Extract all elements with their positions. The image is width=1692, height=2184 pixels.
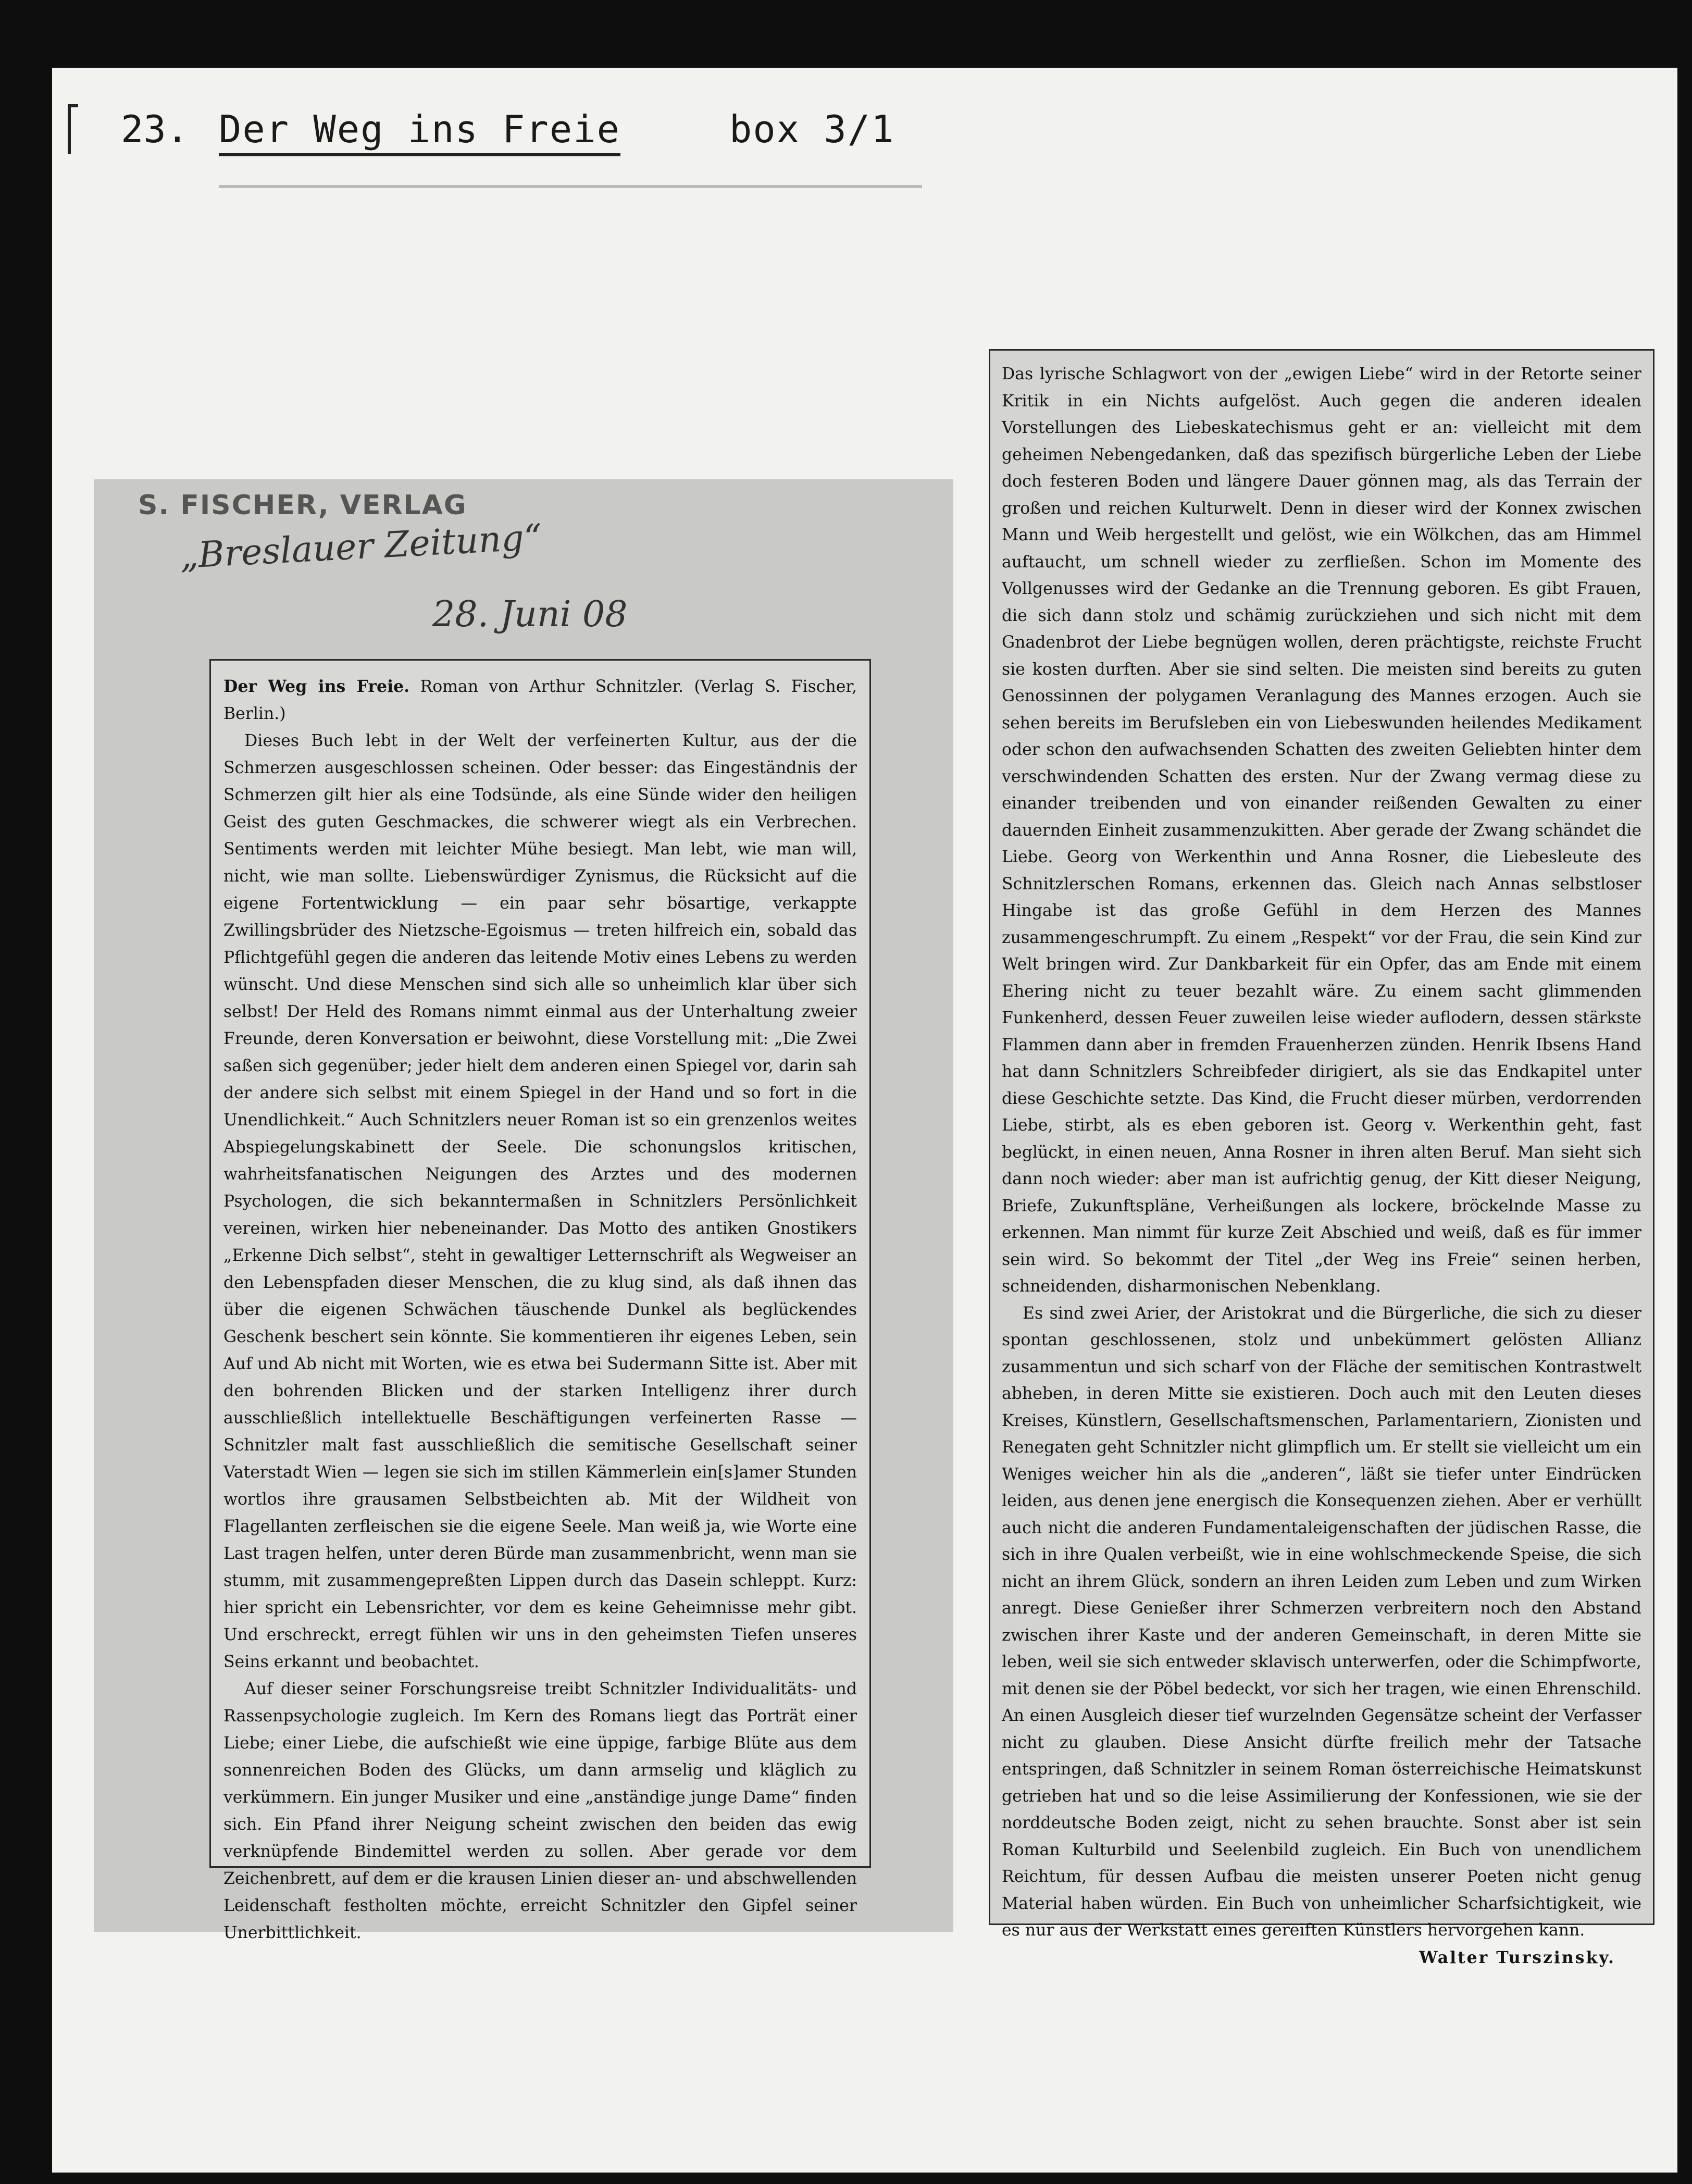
header-rule	[219, 185, 922, 188]
clipping-right-text	[1002, 361, 1641, 1971]
newspaper-clipping-right	[989, 349, 1654, 1967]
publisher-stamp: S. FISCHER, VERLAG	[138, 490, 467, 521]
clipping-left-text	[223, 673, 857, 1946]
paragraph: Das lyrische Schlagwort von der „ewigen Liebe“ wird in der Retorte seiner Kritik in ein Nichts aufgelöst. Auch gegen die anderen idealen Vorstellungen des Liebeskatechismus geht er an: vielleicht mit dem geheimen Nebengedanken, daß das spezifisch bürgerliche Leben der Liebe doch festeren Boden und längere Dauer gönnen mag, als das Terrain der großen und reichen Kulturwelt. Denn in dieser wird der Konnex zwischen Mann und Weib hergestellt und gelöst, wie ein Wölkchen, das am Himmel auftaucht, um schnell wieder zu zerfließen. Schon im Momente des Vollgenusses wird der Gedanke an die Trennung geboren. Es gibt Frauen, die sich dann stolz und schämig zurückziehen und sich nicht mit dem Gnadenbrot der Liebe begnügen wollen, deren prächtigste, reichste Frucht sie kosten durften. Aber sie sind selten. Die meisten sind bereits zu guten Genossinnen der polygamen Veranlagung des Mannes erzogen. Auch sie sehen bereits im Berufsleben ein von Liebeswunden heilendes Medikament oder schon den aufwachsenden Schatten des zweiten Geliebten hinter dem verschwindenden Schatten des ersten. Nur der Zwang vermag diese zu einander treibenden und von einander reißenden Gewalten zu einer dauernden Einheit zusammenzukitten. Aber gerade der Zwang schändet die Liebe. Georg von Werkenthin und Anna Rosner, die Liebesleute des Schnitzlerschen Romans, erkennen das. Gleich nach Annas selbstloser Hingabe ist das große Gefühl in dem Herzen des Mannes zusammengeschrumpft. Zu einem „Respekt“ vor der Frau, die sein Kind zur Welt bringen wird. Zur Dankbarkeit für ein Opfer, das am Ende mit einem Ehering nicht zu teuer bezahlt wäre. Zu einem sacht glimmenden Funkenherd, dessen Feuer zuweilen leise wieder auflodern, dessen stärkste Flammen dann aber in fremden Frauenherzen zünden. Henrik Ibsens Hand hat dann Schnitzlers Schreibfeder dirigiert, als sie das Endkapitel unter diese Geschichte setzte. Das Kind, die Frucht dieser mürben, verdorrenden Liebe, stirbt, als es eben geboren ist. Georg v. Werkenthin geht, fast beglückt, in einen neuen, Anna Rosner in ihren alten Beruf. Man sieht sich dann noch wieder: aber man ist aufrichtig genug, der Kitt dieser Neigung, Briefe, Zukunftspläne, Verheißungen als lockere, bröckelnde Masse zu erkennen. Man nimmt für kurze Zeit Abschied und weiß, daß es für immer sein wird. So bekommt der Titel „der Weg ins Freie“ seinen herben, schneidenden, disharmonischen Nebenklang.	[1002, 365, 1641, 1296]
author-signature: Walter Turszinsky.	[1419, 1947, 1615, 1967]
paragraph: Es sind zwei Arier, der Aristokrat und die Bürgerliche, die sich zu dieser spontan geschlossenen, stolz und unbekümmert gelösten Allianz zusammentun und sich scharf von der Fläche der semitischen Kontrastwelt abheben, in deren Mitte sie existieren. Doch auch mit den Leuten dieses Kreises, Künstlern, Gesellschaftsmenschen, Parlamentariern, Zionisten und Renegaten geht Schnitzler nicht glimpflich um. Er stellt sie vielleicht um ein Weniges weicher hin als die „anderen“, läßt sie tiefer unter Eindrücken leiden, aus denen jene energisch die Konsequenzen ziehen. Aber er verhüllt auch nicht die anderen Fundamentaleigenschaften der jüdischen Rasse, die sich in ihre Qualen verbeißt, wie in eine wohlschmeckende Speise, die sich nicht an ihrem Glück, sondern an ihren Leiden zum Leben und zum Wirken anregt. Diese Genießer ihrer Schmerzen verbreitern noch den Abstand zwischen ihrer Kaste und der anderen Gemeinschaft, in deren Mitte sie leben, weil sie sich entweder sklavisch unterwerfen, oder die Schimpfworte, mit denen sie der Pöbel bedeckt, vor sich her tragen, wie einen Ehrenschild. An einen Ausgleich dieser tief wurzelnden Gegensätze scheint der Verfasser nicht zu glauben. Diese Ansicht dürfte freilich mehr der Tatsache entspringen, daß Schnitzler in seinem Roman österreichische Heimatskunst getrieben hat und so die leise Assimilierung der Konfessionen, wie sie der norddeutsche Boden zeigt, nicht zu sehen brauchte. Sonst aber ist sein Roman Kulturbild und Seelenbild zugleich. Ein Buch von unendlichem Reichtum, für dessen Aufbau die meisten unserer Poeten nicht genug Material haben würden. Ein Buch von unheimlicher Scharfsichtigkeit, wie es nur aus der Werkstatt eines gereiften Künstlers hervorgehen kann.	[1002, 1304, 1641, 1940]
folder-title: Der Weg ins Freie	[219, 107, 620, 156]
handwritten-source: „Breslauer Zeitung“	[179, 516, 543, 577]
paragraph: Dieses Buch lebt in der Welt der verfeinerten Kultur, aus der die Schmerzen ausgeschlossen scheinen. Oder besser: das Eingeständnis der Schmerzen gilt hier als eine Todsünde, als eine Sünde wider den heiligen Geist des guten Geschmackes, die schwerer wiegt als ein Verbrechen. Sentiments werden mit leichter Mühe besiegt. Man lebt, wie man will, nicht, wie man sollte. Liebenswürdiger Zynismus, die Rücksicht auf die eigene Fortentwicklung — ein paar sehr bösartige, verkappte Zwillingsbrüder des Nietzsche-Egoismus — treten hilfreich ein, sobald das Pflichtgefühl gegen die anderen das leitende Motiv eines Lebens zu werden wünscht. Und diese Menschen sind sich alle so unheimlich klar über sich selbst! Der Held des Romans nimmt einmal aus der Unterhaltung zweier Freunde, deren Konversation er beiwohnt, diese Vorstellung mit: „Die Zwei saßen sich gegenüber; jeder hielt dem anderen einen Spiegel vor, darin sah der andere sich selbst mit einem Spiegel in der Hand und so fort in die Unendlichkeit.“ Auch Schnitzlers neuer Roman ist so ein grenzenlos weites Abspiegelungskabinett der Seele. Die schonungslos kritischen, wahrheitsfanatischen Neigungen des Arztes und des modernen Psychologen, die sich bekanntermaßen in Schnitzlers Persönlichkeit vereinen, wirken hier nebeneinander. Das Motto des antiken Gnostikers „Erkenne Dich selbst“, steht in gewaltiger Letternschrift als Wegweiser an den Lebenspfaden dieser Menschen, die zu klug sind, als daß ihnen das über die eigenen Schwächen täuschende Dunkel als beglückendes Geschenk beschert sein könnte. Sie kommentieren ihr eigenes Leben, sein Auf und Ab nicht mit Worten, wie es etwa bei Sudermann Sitte ist. Aber mit den bohrenden Blicken und der starken Intelligenz ihrer durch ausschließlich intellektuelle Beschäftigungen verfeinerten Rasse — Schnitzler malt fast ausschließlich die semitische Gesellschaft seiner Vaterstadt Wien — legen sie sich im stillen Kämmerlein ein[s]amer Stunden wortlos ihre grausamen Selbstbeichten ab. Mit der Wildheit von Flagellanten zerfleischen sie die eigene Seele. Man weiß ja, wie Worte eine Last tragen helfen, unter deren Bürde man zusammenbricht, wenn man sie stumm, mit zusammengepreßten Lippen durch das Dasein schleppt. Kurz: hier spricht ein Lebensrichter, vor dem es keine Geheimnisse mehr gibt. Und erschreckt, erregt fühlen wir uns in den geheimsten Tiefen unseres Seins erkannt und beobachtet.	[223, 731, 857, 1671]
newspaper-clipping-left	[209, 659, 871, 1942]
folder-number: 23.	[121, 107, 189, 151]
review-title: Der Weg ins Freie.	[223, 677, 410, 696]
paragraph: Auf dieser seiner Forschungsreise treibt Schnitzler Individualitäts- und Rassenpsychologie zugleich. Im Kern des Romans liegt das Porträt einer Liebe; einer Liebe, die aufschießt wie eine üppige, farbige Blüte aus dem sonnenreichen Boden des Glücks, um dann armselig und kläglich zu verkümmern. Ein junger Musiker und eine „anständige junge Dame“ finden sich. Ein Pfand ihrer Neigung scheint zwischen den beiden das ewig verknüpfende Bindemittel werden zu sollen. Aber gerade vor dem Zeichenbrett, auf dem er die krausen Linien dieser an- und abschwellenden Leidenschaft festholten möchte, erreicht Schnitzler den Gipfel seiner Unerbittlichkeit.	[223, 1680, 857, 1942]
review-subtitle: Roman von Arthur Schnitzler. (Verlag S. Fischer, Berlin.)	[223, 677, 857, 723]
box-label: box 3/1	[729, 107, 895, 151]
review-heading	[223, 673, 857, 727]
handwritten-date: 28. Juni 08	[432, 594, 628, 635]
corner-mark	[68, 104, 78, 154]
